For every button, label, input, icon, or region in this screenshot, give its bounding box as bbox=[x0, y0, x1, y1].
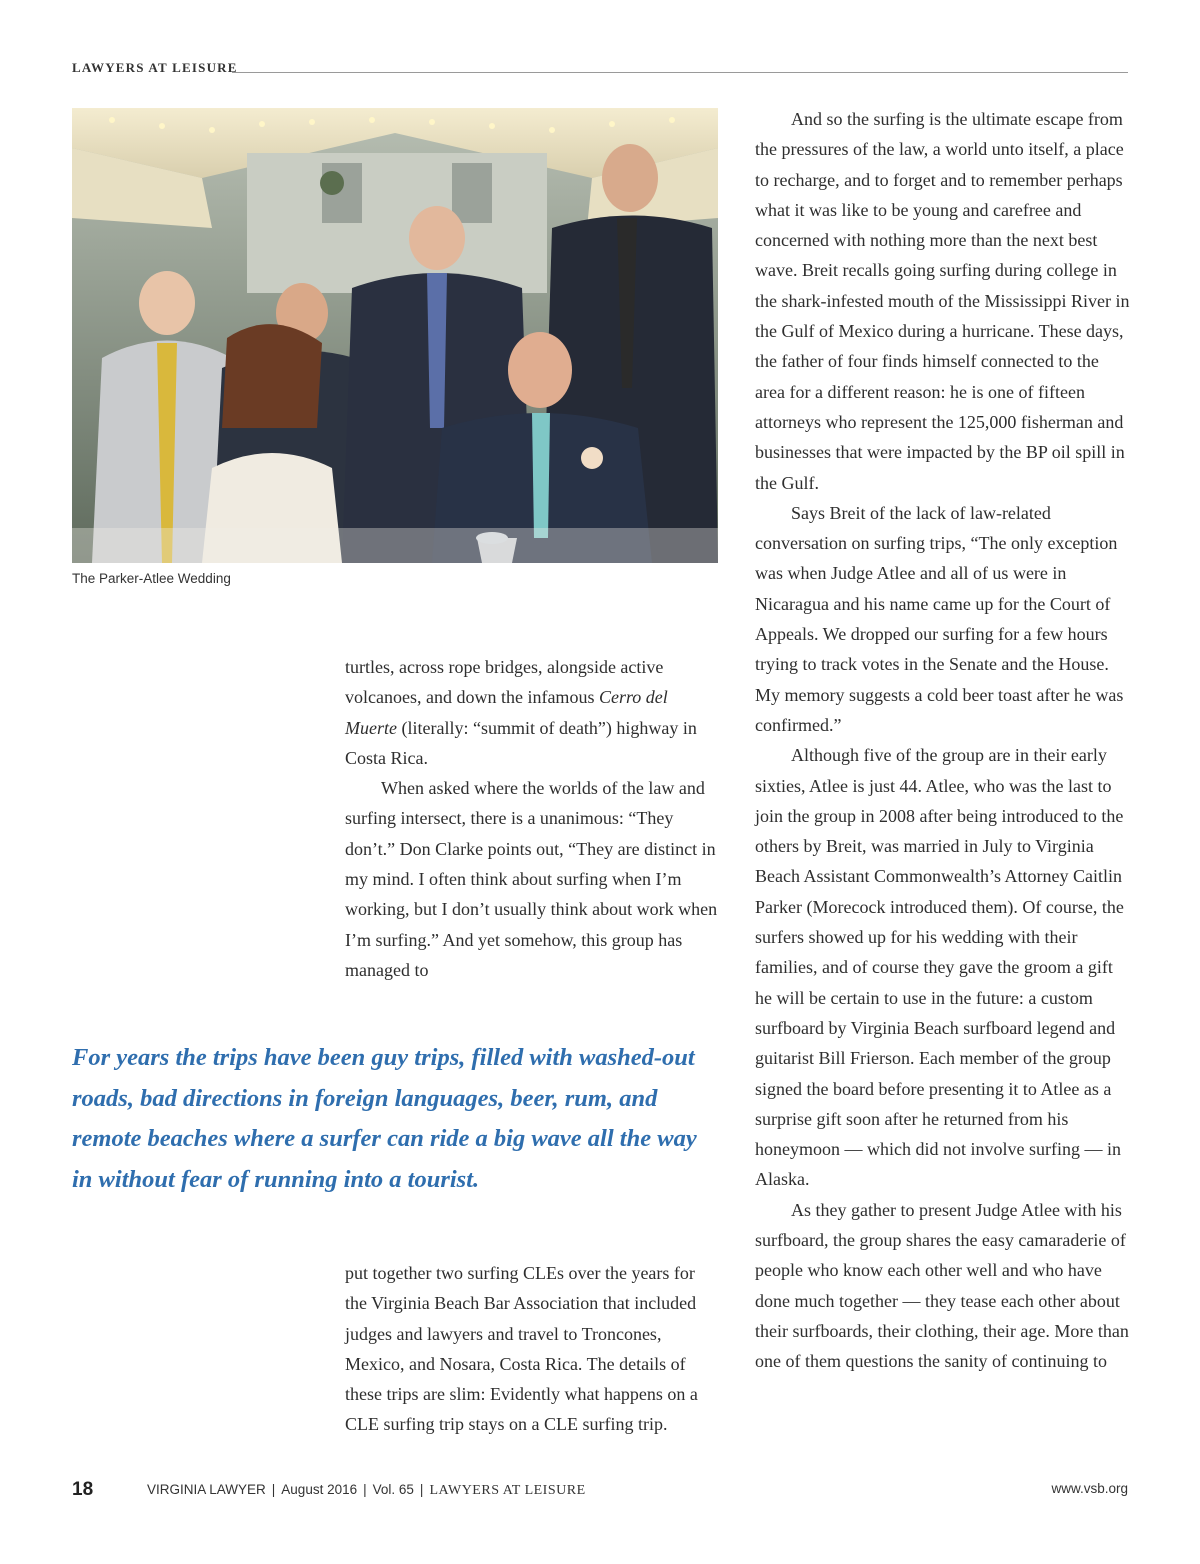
separator: | bbox=[363, 1482, 367, 1497]
separator: | bbox=[271, 1482, 276, 1497]
page-footer bbox=[72, 1479, 1128, 1505]
volume: Vol. 65 bbox=[372, 1482, 414, 1497]
page-number: 18 bbox=[72, 1479, 94, 1500]
separator: | bbox=[419, 1482, 424, 1497]
paragraph: And so the surfing is the ultimate escape from the pressures of the law, a world unto itself, a place to recharge, and to forget and to remember perhaps what it was like to be young and carefree and concerned with nothing more than the next best wave. Breit recalls going surfing during college in the shark-infested mouth of the Mississippi River in the Gulf of Mexico during a hurricane. These days, the father of four finds himself connected to the area for a different reason: he is one of fifteen attorneys who represent the 125,000 fisherman and businesses that were impacted by the BP oil spill in the Gulf. bbox=[755, 109, 1130, 493]
paragraph bbox=[345, 652, 720, 773]
column-middle-bottom bbox=[345, 1258, 720, 1440]
paragraph: put together two surfing CLEs over the years for the Virginia Beach Bar Association that included judges and lawyers and travel to Troncones, Mexico, and Nosara, Costa Rica. The details of these trips are slim: Evidently what happens on a CLE surfing trip stays on a CLE surfing trip. bbox=[345, 1263, 698, 1435]
footer-publication-info bbox=[147, 1482, 586, 1499]
footer-section: LAWYERS AT LEISURE bbox=[429, 1483, 586, 1498]
text-run-italic: Cerro del Muerte bbox=[345, 687, 668, 738]
text-run: turtles, across rope bridges, alongside active volcanoes, and down the infamous bbox=[345, 657, 664, 708]
column-right bbox=[755, 104, 1130, 1376]
column-middle-top bbox=[345, 652, 720, 985]
paragraph: When asked where the worlds of the law and surfing intersect, there is a unanimous: “They don’t.” Don Clarke points out, “They are distinct in my mind. I often think about surfing when I’m working, but I don’t usually think about work when I’m surfing.” And yet somehow, this group has managed to bbox=[345, 778, 718, 980]
publication-name: VIRGINIA LAWYER bbox=[147, 1482, 266, 1497]
photo-caption: The Parker-Atlee Wedding bbox=[72, 571, 231, 586]
wedding-photo bbox=[72, 108, 718, 563]
paragraph: Says Breit of the lack of law-related conversation on surfing trips, “The only exception was when Judge Atlee and all of us were in Nicaragua and his name came up for the Court of Appeals. We dropped our surfing for a few hours trying to track votes in the Senate and the House. My memory suggests a cold beer toast after he was confirmed.” bbox=[755, 502, 1124, 735]
header-rule bbox=[232, 72, 1128, 73]
paragraph: Although five of the group are in their early sixties, Atlee is just 44. Atlee, who was the last to join the group in 2008 after being introduced to the others by Breit, was married in July to Virginia Beach Assistant Commonwealth’s Attorney Caitlin Parker (Morecock introduced them). Of course, the surfers showed up for his wedding with their families, and of course they gave the groom a gift he will be certain to use in the future: a custom surfboard by Virginia Beach surfboard legend and guitarist Bill Frierson. Each member of the group signed the board before presenting it to Atlee as a surprise gift soon after he returned from his honeymoon — which did not involve surfing — in Alaska. bbox=[755, 745, 1124, 1190]
paragraph: As they gather to present Judge Atlee with his surfboard, the group shares the easy camaraderie of people who know each other well and who have done much together — they tease each other about their surfboards, their clothing, their age. More than one of them questions the sanity of continuing to bbox=[755, 1199, 1129, 1372]
footer-url: www.vsb.org bbox=[1051, 1481, 1128, 1496]
pull-quote: For years the trips have been guy trips, filled with washed-out roads, bad directions in foreign languages, beer, rum, and remote beaches where a surfer can ride a big wave all the way in without fear of running into a tourist. bbox=[72, 1044, 697, 1193]
section-header: LAWYERS AT LEISURE bbox=[72, 60, 238, 75]
text-run: (literally: “summit of death”) highway in Costa Rica. bbox=[345, 717, 697, 768]
issue-date: August 2016 bbox=[281, 1482, 358, 1497]
